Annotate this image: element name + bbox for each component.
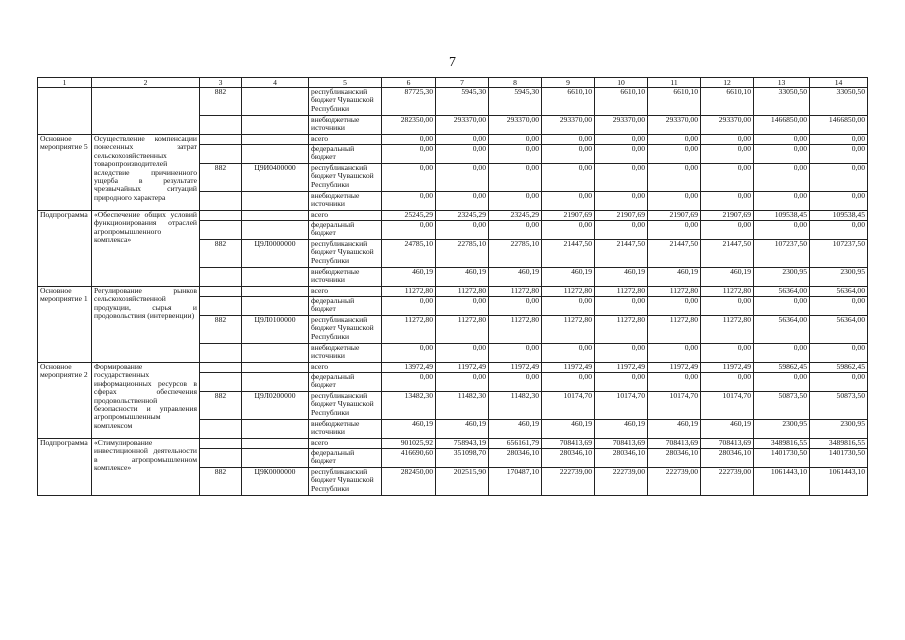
amount-cell: 11972,49 [436, 363, 489, 373]
amount-cell: 1061443,10 [810, 468, 868, 496]
funding-source: всего [309, 363, 382, 373]
amount-cell: 460,19 [595, 420, 648, 439]
amount-cell: 0,00 [701, 344, 754, 363]
program-code-empty [242, 135, 309, 145]
amount-cell: 0,00 [382, 344, 436, 363]
admin-code-empty [200, 420, 242, 439]
amount-cell: 0,00 [754, 297, 810, 316]
column-number-row [38, 78, 868, 88]
program-code-empty [242, 449, 309, 468]
section-description: Формирование государственных информационных ресурсов в сферах обеспечения продовольственной безопасности и управления агропромышленным комплексом [92, 363, 200, 439]
funding-source: республиканский бюджет Чувашской Республики [309, 164, 382, 192]
table-row [38, 439, 868, 449]
funding-source: всего [309, 211, 382, 221]
amount-cell: 21907,69 [542, 211, 595, 221]
amount-cell: 11272,80 [382, 287, 436, 297]
section-description [92, 88, 200, 135]
amount-cell: 758943,19 [436, 439, 489, 449]
amount-cell: 708413,69 [542, 439, 595, 449]
amount-cell: 0,00 [648, 192, 701, 211]
program-code-empty [242, 116, 309, 135]
amount-cell: 109538,45 [754, 211, 810, 221]
amount-cell: 0,00 [810, 135, 868, 145]
amount-cell: 11972,49 [701, 363, 754, 373]
admin-code-empty [200, 135, 242, 145]
amount-cell: 0,00 [595, 221, 648, 240]
admin-code-empty [200, 287, 242, 297]
section-description: «Обеспечение общих условий функционирования отраслей агропромышленного комплекса» [92, 211, 200, 287]
amount-cell: 1401730,50 [810, 449, 868, 468]
amount-cell: 0,00 [754, 221, 810, 240]
column-number: 1 [38, 78, 92, 88]
amount-cell: 0,00 [810, 344, 868, 363]
admin-code-empty [200, 116, 242, 135]
admin-code-empty [200, 449, 242, 468]
amount-cell: 222739,00 [648, 468, 701, 496]
funding-source: федеральный бюджет [309, 145, 382, 164]
funding-source: федеральный бюджет [309, 297, 382, 316]
amount-cell: 59862,45 [754, 363, 810, 373]
amount-cell: 0,00 [542, 192, 595, 211]
section-name: Подпрограмма [38, 439, 92, 496]
section-name: Основное мероприятие 5 [38, 135, 92, 211]
amount-cell: 107237,50 [754, 240, 810, 268]
amount-cell: 0,00 [648, 164, 701, 192]
amount-cell: 0,00 [810, 164, 868, 192]
program-code: Ц9Л0100000 [242, 316, 309, 344]
amount-cell: 0,00 [810, 373, 868, 392]
program-code [242, 88, 309, 116]
amount-cell: 0,00 [489, 221, 542, 240]
column-number: 3 [200, 78, 242, 88]
amount-cell: 11272,80 [542, 316, 595, 344]
amount-cell: 3489816,55 [810, 439, 868, 449]
amount-cell: 460,19 [701, 268, 754, 287]
funding-source: внебюджетные источники [309, 268, 382, 287]
amount-cell: 0,00 [436, 221, 489, 240]
admin-code-empty [200, 373, 242, 392]
amount-cell: 50873,50 [810, 392, 868, 420]
admin-code-empty [200, 145, 242, 164]
amount-cell: 24785,10 [382, 240, 436, 268]
amount-cell: 293370,00 [489, 116, 542, 135]
amount-cell: 2300,95 [810, 268, 868, 287]
amount-cell: 0,00 [489, 135, 542, 145]
amount-cell: 21447,50 [542, 240, 595, 268]
amount-cell: 0,00 [542, 373, 595, 392]
program-code-empty [242, 211, 309, 221]
funding-source: федеральный бюджет [309, 221, 382, 240]
amount-cell: 10174,70 [648, 392, 701, 420]
amount-cell: 0,00 [754, 192, 810, 211]
amount-cell: 21907,69 [595, 211, 648, 221]
amount-cell: 23245,29 [489, 211, 542, 221]
amount-cell: 202515,90 [436, 468, 489, 496]
amount-cell: 1401730,50 [754, 449, 810, 468]
program-code-empty [242, 363, 309, 373]
amount-cell: 11482,30 [436, 392, 489, 420]
admin-code-empty [200, 268, 242, 287]
amount-cell: 0,00 [701, 373, 754, 392]
amount-cell: 460,19 [701, 420, 754, 439]
amount-cell: 11272,80 [648, 287, 701, 297]
section-name [38, 88, 92, 135]
amount-cell: 460,19 [436, 268, 489, 287]
amount-cell: 33050,50 [810, 88, 868, 116]
amount-cell: 0,00 [595, 373, 648, 392]
amount-cell: 0,00 [595, 164, 648, 192]
column-number: 2 [92, 78, 200, 88]
column-number: 11 [648, 78, 701, 88]
amount-cell: 2300,95 [810, 420, 868, 439]
amount-cell: 901025,92 [382, 439, 436, 449]
amount-cell: 416690,60 [382, 449, 436, 468]
funding-source: федеральный бюджет [309, 449, 382, 468]
amount-cell: 50873,50 [754, 392, 810, 420]
amount-cell: 460,19 [595, 268, 648, 287]
table-row [38, 363, 868, 373]
column-number: 13 [754, 78, 810, 88]
amount-cell: 1061443,10 [754, 468, 810, 496]
amount-cell: 293370,00 [436, 116, 489, 135]
amount-cell: 460,19 [542, 420, 595, 439]
amount-cell: 56364,00 [754, 287, 810, 297]
column-number: 9 [542, 78, 595, 88]
amount-cell: 0,00 [382, 192, 436, 211]
amount-cell: 656161,79 [489, 439, 542, 449]
amount-cell: 0,00 [382, 373, 436, 392]
program-code: Ц9К0000000 [242, 468, 309, 496]
amount-cell: 56364,00 [810, 287, 868, 297]
section-name: Подпрограмма [38, 211, 92, 287]
program-code: Ц9И0400000 [242, 164, 309, 192]
admin-code-empty [200, 344, 242, 363]
amount-cell: 0,00 [489, 192, 542, 211]
page-number: 7 [449, 55, 456, 70]
program-code: Ц9Л0200000 [242, 392, 309, 420]
funding-source: внебюджетные источники [309, 344, 382, 363]
amount-cell: 3489816,55 [754, 439, 810, 449]
amount-cell: 5945,30 [489, 88, 542, 116]
column-number: 4 [242, 78, 309, 88]
amount-cell: 0,00 [754, 344, 810, 363]
amount-cell: 2300,95 [754, 420, 810, 439]
admin-code: 882 [200, 88, 242, 116]
program-code-empty [242, 420, 309, 439]
amount-cell: 280346,10 [542, 449, 595, 468]
amount-cell: 0,00 [754, 135, 810, 145]
amount-cell: 0,00 [436, 344, 489, 363]
funding-source: внебюджетные источники [309, 420, 382, 439]
amount-cell: 13482,30 [382, 392, 436, 420]
funding-source: республиканский бюджет Чувашской Республики [309, 316, 382, 344]
admin-code-empty [200, 211, 242, 221]
funding-source: всего [309, 439, 382, 449]
amount-cell: 0,00 [701, 135, 754, 145]
amount-cell: 11272,80 [489, 316, 542, 344]
amount-cell: 11972,49 [542, 363, 595, 373]
admin-code: 882 [200, 316, 242, 344]
funding-source: внебюджетные источники [309, 116, 382, 135]
amount-cell: 21447,50 [701, 240, 754, 268]
program-code-empty [242, 344, 309, 363]
amount-cell: 0,00 [542, 344, 595, 363]
amount-cell: 293370,00 [542, 116, 595, 135]
amount-cell: 0,00 [701, 221, 754, 240]
amount-cell: 0,00 [542, 145, 595, 164]
amount-cell: 0,00 [542, 297, 595, 316]
table-row [38, 287, 868, 297]
amount-cell: 0,00 [595, 145, 648, 164]
amount-cell: 460,19 [489, 420, 542, 439]
table-row [38, 211, 868, 221]
amount-cell: 0,00 [436, 192, 489, 211]
funding-source: федеральный бюджет [309, 373, 382, 392]
amount-cell: 0,00 [648, 297, 701, 316]
amount-cell: 0,00 [542, 221, 595, 240]
amount-cell: 10174,70 [595, 392, 648, 420]
program-code-empty [242, 439, 309, 449]
amount-cell: 0,00 [595, 297, 648, 316]
amount-cell: 11272,80 [436, 316, 489, 344]
column-number: 12 [701, 78, 754, 88]
amount-cell: 170487,10 [489, 468, 542, 496]
amount-cell: 56364,00 [810, 316, 868, 344]
amount-cell: 11272,80 [382, 316, 436, 344]
funding-source: республиканский бюджет Чувашской Республики [309, 468, 382, 496]
amount-cell: 11272,80 [436, 287, 489, 297]
amount-cell: 708413,69 [648, 439, 701, 449]
amount-cell: 293370,00 [648, 116, 701, 135]
admin-code-empty [200, 363, 242, 373]
amount-cell: 21447,50 [648, 240, 701, 268]
amount-cell: 5945,30 [436, 88, 489, 116]
amount-cell: 11272,80 [701, 316, 754, 344]
amount-cell: 0,00 [382, 145, 436, 164]
amount-cell: 21907,69 [701, 211, 754, 221]
admin-code-empty [200, 297, 242, 316]
funding-source: республиканский бюджет Чувашской Республики [309, 240, 382, 268]
amount-cell: 0,00 [701, 164, 754, 192]
amount-cell: 293370,00 [595, 116, 648, 135]
amount-cell: 6610,10 [595, 88, 648, 116]
amount-cell: 6610,10 [648, 88, 701, 116]
amount-cell: 460,19 [436, 420, 489, 439]
amount-cell: 460,19 [648, 268, 701, 287]
amount-cell: 11272,80 [489, 287, 542, 297]
amount-cell: 0,00 [648, 221, 701, 240]
funding-source: республиканский бюджет Чувашской Республики [309, 88, 382, 116]
program-code-empty [242, 287, 309, 297]
funding-source: республиканский бюджет Чувашской Республики [309, 392, 382, 420]
admin-code-empty [200, 192, 242, 211]
section-name: Основное мероприятие 2 [38, 363, 92, 439]
amount-cell: 0,00 [436, 135, 489, 145]
amount-cell: 56364,00 [754, 316, 810, 344]
budget-table [37, 77, 868, 496]
amount-cell: 0,00 [754, 373, 810, 392]
amount-cell: 0,00 [810, 297, 868, 316]
table-row [38, 135, 868, 145]
funding-source: всего [309, 287, 382, 297]
amount-cell: 282450,00 [382, 468, 436, 496]
column-number: 7 [436, 78, 489, 88]
amount-cell: 11272,80 [595, 287, 648, 297]
amount-cell: 0,00 [648, 145, 701, 164]
admin-code-empty [200, 439, 242, 449]
section-description: Регулирование рынков сельскохозяйственной продукции, сырья и продовольствия (интервенции) [92, 287, 200, 363]
admin-code: 882 [200, 240, 242, 268]
amount-cell: 11972,49 [648, 363, 701, 373]
amount-cell: 0,00 [436, 145, 489, 164]
admin-code-empty [200, 221, 242, 240]
amount-cell: 13972,49 [382, 363, 436, 373]
amount-cell: 0,00 [382, 164, 436, 192]
amount-cell: 11272,80 [595, 316, 648, 344]
amount-cell: 23245,29 [436, 211, 489, 221]
amount-cell: 21447,50 [595, 240, 648, 268]
program-code: Ц9Л0000000 [242, 240, 309, 268]
amount-cell: 222739,00 [542, 468, 595, 496]
table-body [38, 78, 868, 496]
amount-cell: 21907,69 [648, 211, 701, 221]
amount-cell: 10174,70 [701, 392, 754, 420]
amount-cell: 0,00 [382, 297, 436, 316]
program-code-empty [242, 221, 309, 240]
amount-cell: 6610,10 [542, 88, 595, 116]
amount-cell: 0,00 [595, 192, 648, 211]
amount-cell: 280346,10 [489, 449, 542, 468]
amount-cell: 0,00 [436, 297, 489, 316]
program-code-empty [242, 268, 309, 287]
amount-cell: 2300,95 [754, 268, 810, 287]
amount-cell: 0,00 [542, 135, 595, 145]
amount-cell: 87725,30 [382, 88, 436, 116]
amount-cell: 0,00 [754, 145, 810, 164]
amount-cell: 109538,45 [810, 211, 868, 221]
column-number: 10 [595, 78, 648, 88]
admin-code: 882 [200, 164, 242, 192]
amount-cell: 708413,69 [595, 439, 648, 449]
section-name: Основное мероприятие 1 [38, 287, 92, 363]
amount-cell: 282350,00 [382, 116, 436, 135]
program-code-empty [242, 373, 309, 392]
amount-cell: 0,00 [382, 135, 436, 145]
amount-cell: 0,00 [648, 135, 701, 145]
section-description: «Стимулирование инвестиционной деятельности в агропромышленном комплексе» [92, 439, 200, 496]
admin-code: 882 [200, 468, 242, 496]
amount-cell: 0,00 [701, 145, 754, 164]
amount-cell: 0,00 [489, 164, 542, 192]
table-row [38, 88, 868, 116]
program-code-empty [242, 145, 309, 164]
amount-cell: 10174,70 [542, 392, 595, 420]
amount-cell: 0,00 [382, 221, 436, 240]
amount-cell: 0,00 [489, 297, 542, 316]
amount-cell: 293370,00 [701, 116, 754, 135]
column-number: 8 [489, 78, 542, 88]
amount-cell: 22785,10 [436, 240, 489, 268]
amount-cell: 11482,30 [489, 392, 542, 420]
amount-cell: 708413,69 [701, 439, 754, 449]
amount-cell: 11272,80 [701, 287, 754, 297]
amount-cell: 460,19 [542, 268, 595, 287]
amount-cell: 1466850,00 [810, 116, 868, 135]
amount-cell: 460,19 [382, 420, 436, 439]
amount-cell: 0,00 [701, 192, 754, 211]
amount-cell: 460,19 [382, 268, 436, 287]
admin-code: 882 [200, 392, 242, 420]
amount-cell: 0,00 [810, 221, 868, 240]
amount-cell: 0,00 [701, 297, 754, 316]
amount-cell: 0,00 [810, 145, 868, 164]
amount-cell: 0,00 [489, 145, 542, 164]
amount-cell: 11272,80 [648, 316, 701, 344]
amount-cell: 0,00 [542, 164, 595, 192]
amount-cell: 33050,50 [754, 88, 810, 116]
program-code-empty [242, 297, 309, 316]
amount-cell: 0,00 [595, 135, 648, 145]
amount-cell: 0,00 [489, 373, 542, 392]
amount-cell: 0,00 [436, 373, 489, 392]
program-code-empty [242, 192, 309, 211]
amount-cell: 351098,70 [436, 449, 489, 468]
amount-cell: 222739,00 [701, 468, 754, 496]
amount-cell: 280346,10 [648, 449, 701, 468]
amount-cell: 0,00 [810, 192, 868, 211]
amount-cell: 59862,45 [810, 363, 868, 373]
funding-source: всего [309, 135, 382, 145]
amount-cell: 0,00 [436, 164, 489, 192]
column-number: 5 [309, 78, 382, 88]
amount-cell: 11972,49 [489, 363, 542, 373]
section-description: Осуществление компенсации понесенных затрат сельскохозяйственных товаропроизводителей вследствие причиненного ущерба в результате чрезвычайных ситуаций природного характера [92, 135, 200, 211]
amount-cell: 280346,10 [595, 449, 648, 468]
amount-cell: 460,19 [648, 420, 701, 439]
amount-cell: 222739,00 [595, 468, 648, 496]
amount-cell: 11272,80 [542, 287, 595, 297]
amount-cell: 0,00 [754, 164, 810, 192]
amount-cell: 460,19 [489, 268, 542, 287]
amount-cell: 107237,50 [810, 240, 868, 268]
funding-source: внебюджетные источники [309, 192, 382, 211]
amount-cell: 1466850,00 [754, 116, 810, 135]
amount-cell: 11972,49 [595, 363, 648, 373]
amount-cell: 25245,29 [382, 211, 436, 221]
amount-cell: 0,00 [648, 373, 701, 392]
amount-cell: 280346,10 [701, 449, 754, 468]
column-number: 14 [810, 78, 868, 88]
amount-cell: 0,00 [595, 344, 648, 363]
amount-cell: 6610,10 [701, 88, 754, 116]
column-number: 6 [382, 78, 436, 88]
amount-cell: 22785,10 [489, 240, 542, 268]
amount-cell: 0,00 [648, 344, 701, 363]
amount-cell: 0,00 [489, 344, 542, 363]
